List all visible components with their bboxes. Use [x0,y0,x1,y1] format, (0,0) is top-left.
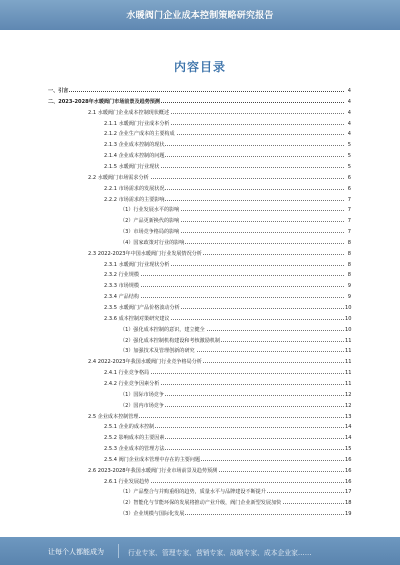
toc-entry-page-number: 16 [345,467,352,474]
toc-entry[interactable] [0,261,400,270]
toc-entry-label: 2.5.1 企业的成本控制 [104,424,155,431]
toc-entry-page-number: 7 [345,196,351,205]
toc-entry-page-number: 19 [345,511,352,518]
footer-divider [118,544,119,558]
toc-entry-page-number: 8 [345,261,351,270]
toc-entry-page-number: 11 [345,380,352,387]
toc-entry[interactable] [0,402,400,411]
toc-entry-page-number: 8 [345,271,351,280]
toc-leader-dots [104,275,348,276]
toc-entry-page-number: 14 [345,424,352,431]
toc-entry-page-number: 7 [345,228,351,237]
toc-entry-page-number: 12 [345,391,352,398]
toc-entry[interactable] [0,271,400,280]
toc-entry[interactable] [0,250,400,259]
toc-entry-page-number: 11 [345,348,352,355]
toc-entry[interactable] [0,326,400,335]
toc-entry[interactable] [0,174,400,183]
toc-entry-label: 2.1.4 企业成本控制的问题 [104,153,165,160]
toc-entry-label: （2）国内市场竞争 [120,402,164,409]
footer-slogan: 让每个人都能成为 [48,548,104,556]
toc-entry-label: （3）企业规模与国际化发展 [120,511,185,518]
toc-entry-page-number: 14 [345,435,352,442]
toc-entry-page-number: 9 [345,282,351,291]
toc-entry[interactable] [0,217,400,226]
toc-entry[interactable] [0,456,400,465]
toc-entry[interactable] [0,347,400,356]
toc-entry-label: 2.5.3 企业成本的管理方法 [104,446,165,453]
toc-entry-label: 2.6 2023-2028年我国水暖阀门行业市场前景及趋势预测 [88,467,218,474]
toc-entry[interactable] [0,510,400,519]
toc-entry[interactable] [0,304,400,313]
toc-entry-label: 2.2.2 市场需求的主要影响 [104,196,165,203]
toc-entry-label: 2.5 企业成本控制管理 [88,413,139,420]
toc-entry-page-number: 18 [345,500,352,507]
toc-entry-page-number: 5 [345,163,351,172]
toc-entry[interactable] [0,434,400,443]
toc-entry[interactable] [0,499,400,508]
toc-entry[interactable] [0,120,400,129]
toc-entry-page-number: 8 [345,250,351,259]
toc-entry-label: 2.1 水暖阀门企业成本控制现状概述 [88,109,170,116]
toc-entry[interactable] [0,206,400,215]
toc-entry-page-number: 15 [345,446,352,453]
toc-entry-page-number: 5 [345,141,351,150]
toc-entry-label: 2.4.1 行业竞争格局 [104,370,150,377]
toc-entry-page-number: 10 [345,315,352,322]
toc-entry-page-number: 4 [345,120,351,129]
toc-entry-page-number: 9 [345,293,351,302]
toc-entry-page-number: 6 [345,174,351,183]
toc-entry-page-number: 11 [345,359,352,366]
toc-entry[interactable] [0,282,400,291]
toc-entry-label: 2.1.1 水暖阀门行业成本分析 [104,120,170,127]
toc-entry-page-number: 11 [345,337,352,344]
toc-entry-label: 2.3.6 成本控制对策研究建议 [104,315,170,322]
toc-entry-label: （2）产品更新换代的影响 [120,218,180,225]
toc-entry-label: （2）智能化与节能环保的发展将推动产业升级，阀门企业新型发展加快 [120,500,282,507]
toc-entry-label: （3）加强技术及管理创新的研究 [120,348,195,355]
toc-entry-label: （1）强化成本控制的意识，建立健全 [120,326,205,333]
toc-entry-page-number: 4 [345,109,351,118]
toc-entry-label: 2.2 水暖阀门市场需求分析 [88,174,149,181]
toc-entry-page-number: 17 [345,489,352,496]
toc-entry[interactable] [0,98,400,107]
report-title: 水暖阀门企业成本控制策略研究报告 [126,11,274,21]
toc-entry-page-number: 16 [345,478,352,485]
toc-entry[interactable] [0,380,400,389]
toc-entry-label: （1）行业发展水平的影响 [120,207,180,214]
toc-entry-label: 2.3.5 水暖阀门产品价格波动分析 [104,305,180,311]
toc-entry-page-number: 11 [345,370,352,377]
toc-entry[interactable] [0,391,400,400]
toc-entry-label: （1）产品整合与并购重组的趋势，质量水平与品牌建设不断提升 [120,489,266,496]
toc-entry-page-number: 7 [345,217,351,226]
toc-entry[interactable] [0,185,400,194]
toc-entry[interactable] [0,239,400,248]
toc-entry-label: （3）市场竞争格局的影响 [120,229,180,236]
toc-entry-page-number: 12 [345,402,352,409]
toc-entry[interactable] [0,358,400,367]
toc-entry[interactable] [0,152,400,161]
toc-entry-label: 2.3 2022-2023年中国水暖阀门行业发展情况分析 [88,250,202,257]
footer-tagline: 行业专家、管理专家、营销专家、战略专家、成本企业家…… [128,549,312,557]
page-footer [0,537,400,565]
toc-entry-label: 2.6.1 行业发展趋势 [104,478,150,485]
toc-entry[interactable] [0,337,400,346]
toc-entry-page-number: 4 [345,98,351,107]
page-header [0,0,400,30]
toc-entry-label: 2.1.5 水暖阀门行业现状 [104,163,160,170]
toc-entry[interactable] [0,478,400,487]
toc-entry-label: （4）国家政策对行业的影响 [120,239,185,246]
toc-entry-label: （1）国际市场竞争 [120,391,164,398]
toc-entry[interactable] [0,293,400,302]
toc-leader-dots [104,297,348,298]
toc-entry-label: 2.3.4 产品结构 [104,294,139,301]
toc-entry-label: 2.2.1 市场需求的发展状况 [104,185,165,192]
toc-entry[interactable] [0,423,400,432]
toc-entry-label: 2.3.3 市场规模 [104,283,139,290]
toc-entry[interactable] [0,413,400,422]
toc-entry[interactable] [0,141,400,150]
toc-entry[interactable] [0,445,400,454]
toc-entry-label: （2）强化成本控制机构建设和考核激励机制 [120,337,221,344]
toc-entry-page-number: 10 [345,326,352,333]
toc-entry-page-number: 13 [345,413,352,420]
toc-entry-label: 2.5.4 阀门企业成本管理中存在的主要问题 [104,456,201,463]
toc-entry-page-number: 5 [345,152,351,161]
toc-entry[interactable] [0,87,400,96]
toc-entry[interactable] [0,369,400,378]
toc-entry[interactable] [0,109,400,118]
toc-entry-label: 2.4 2022-2023年我国水暖阀门行业竞争格局分析 [88,359,202,366]
toc-heading: 内容目录 [173,60,226,74]
toc-entry[interactable] [0,228,400,237]
toc-entry-label: 2.5.2 影响成本的主要因素 [104,435,165,442]
toc-entry-page-number: 4 [345,130,351,139]
toc-entry-page-number: 16 [345,456,352,463]
toc-entry[interactable] [0,488,400,497]
toc-entry-page-number: 7 [345,206,351,215]
toc-entry[interactable] [0,315,400,324]
toc-entry[interactable] [0,130,400,139]
toc-leader-dots [48,91,348,92]
toc-entry-label: 2.3.2 行业规模 [104,272,139,279]
toc-entry-page-number: 6 [345,185,351,194]
toc-entry-label: 二、2023-2028年水暖阀门市场前景及趋势预测 [48,98,160,105]
toc-entry-page-number: 8 [345,239,351,248]
toc-entry-label: 2.4.2 行业竞争因素分析 [104,380,160,387]
toc-entry-label: 2.1.2 企业生产成本的主要构成 [104,131,175,138]
toc-entry-page-number: 10 [345,305,352,311]
toc-entry-label: 2.1.3 企业成本控制的现状 [104,142,165,149]
toc-entry[interactable] [0,163,400,172]
toc-leader-dots [104,286,348,287]
toc-entry-label: 一、引言 [48,88,69,94]
toc-entry-label: 2.3.1 水暖阀门行业现状分析 [104,261,170,268]
toc-entry[interactable] [0,467,400,476]
toc-entry[interactable] [0,196,400,205]
toc-entry-page-number: 4 [345,87,351,96]
